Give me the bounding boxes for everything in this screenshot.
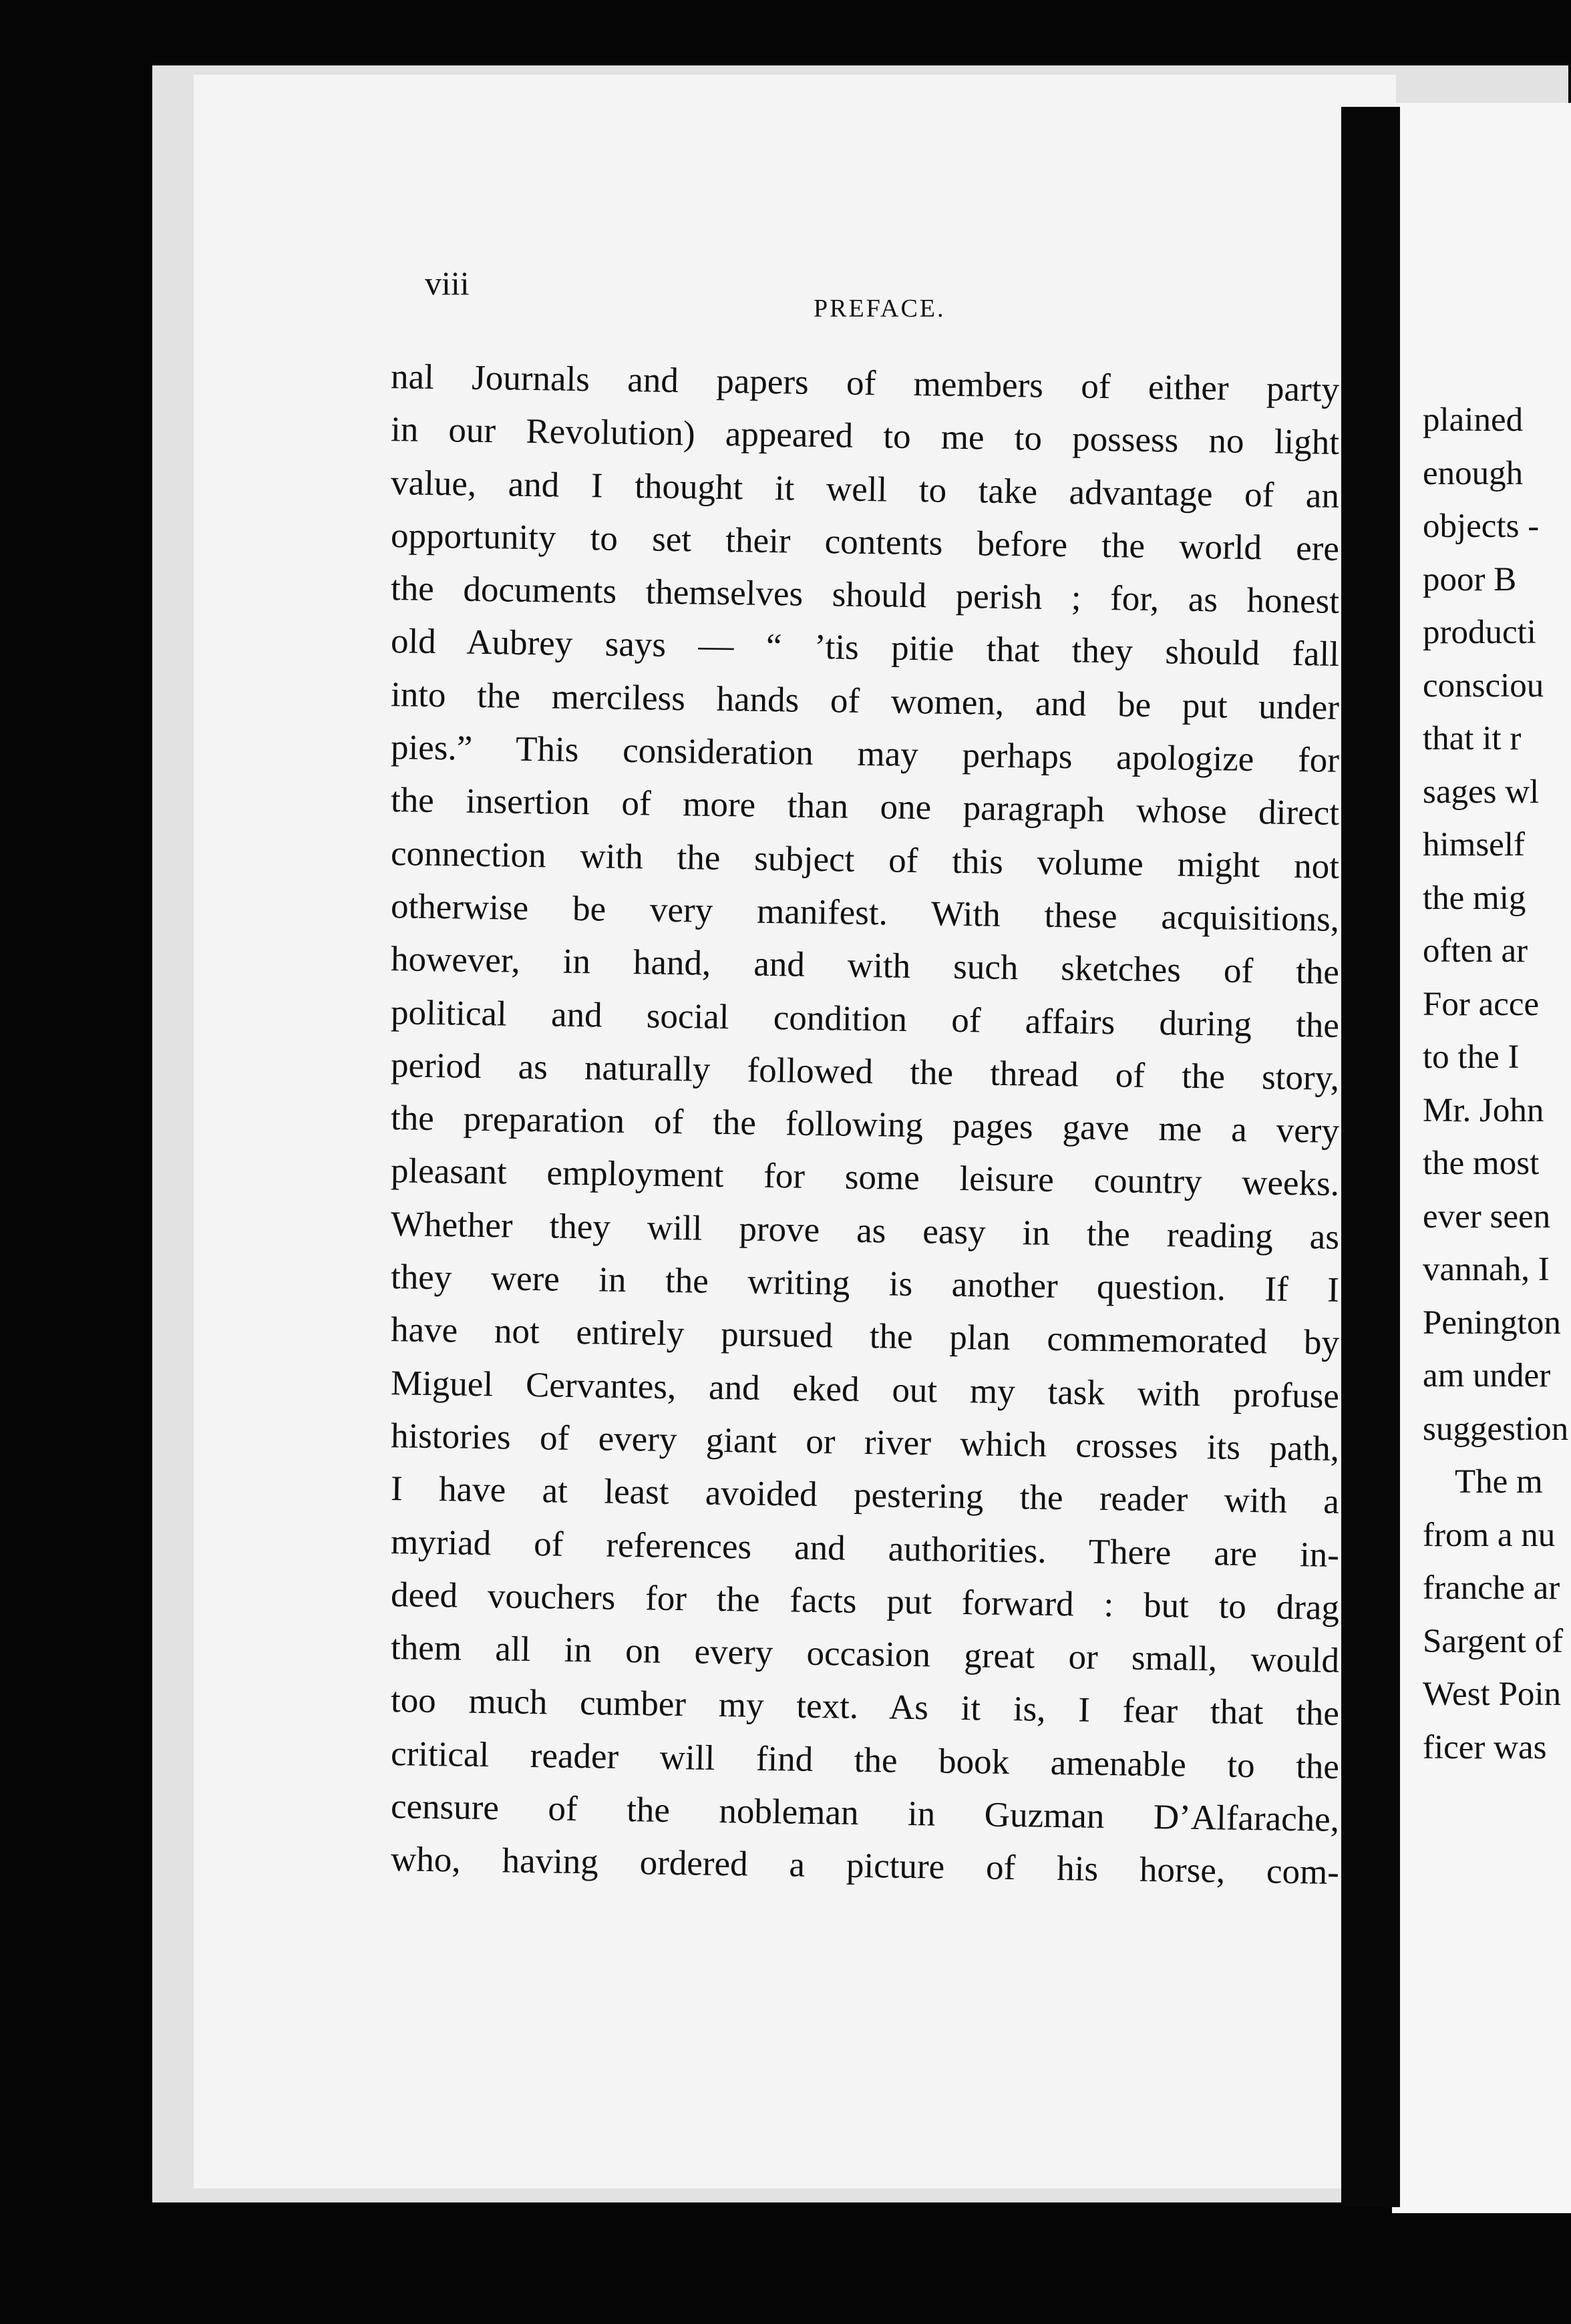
text-line: who, having ordered a picture of his horse, com- bbox=[390, 1840, 1340, 1893]
text-line: the documents themselves should perish ; for, as honest bbox=[390, 569, 1340, 622]
text-line: too much cumber my text. As it is, I fear that the bbox=[390, 1681, 1340, 1734]
text-line: enough bbox=[1423, 454, 1524, 492]
text-line: the most bbox=[1423, 1145, 1540, 1182]
text-line: For acce bbox=[1423, 985, 1540, 1023]
text-line: connection with the subject of this volume might not bbox=[390, 833, 1340, 886]
text-line: am under bbox=[1423, 1357, 1551, 1394]
text-line: objects - bbox=[1423, 508, 1540, 545]
page-number: viii bbox=[425, 264, 470, 302]
text-line: censure of the nobleman in Guzman D’Alfarache, bbox=[390, 1787, 1340, 1839]
text-line: vannah, I bbox=[1423, 1251, 1550, 1288]
text-line: they were in the writing is another question. If I bbox=[390, 1257, 1340, 1310]
text-line: pleasant employment for some leisure country weeks. bbox=[390, 1151, 1340, 1204]
text-line: value, and I thought it well to take advantage of an bbox=[390, 463, 1340, 516]
text-line: into the merciless hands of women, and be put under bbox=[390, 674, 1340, 727]
text-line: I have at least avoided pestering the reader with a bbox=[390, 1469, 1340, 1522]
text-line: consciou bbox=[1423, 666, 1544, 705]
text-line: to the I bbox=[1423, 1038, 1520, 1076]
text-line: myriad of references and authorities. There are in- bbox=[390, 1522, 1340, 1575]
text-line: plained bbox=[1423, 401, 1524, 439]
running-title: PREFACE. bbox=[814, 295, 946, 323]
text-line: producti bbox=[1423, 614, 1536, 651]
text-line: poor B bbox=[1423, 560, 1517, 598]
text-line: West Poin bbox=[1423, 1676, 1561, 1713]
text-line: franche ar bbox=[1423, 1569, 1560, 1607]
text-line: period as naturally followed the thread of the story, bbox=[390, 1045, 1340, 1098]
text-line: Sargent of bbox=[1423, 1622, 1564, 1660]
text-line: Penington bbox=[1423, 1304, 1561, 1342]
text-line: in our Revolution) appeared to me to possess no light bbox=[390, 410, 1340, 463]
text-line: The m bbox=[1455, 1463, 1543, 1501]
text-line: deed vouchers for the facts put forward : but to drag bbox=[390, 1575, 1340, 1627]
text-line: sages wl bbox=[1423, 773, 1540, 811]
text-line: the mig bbox=[1423, 879, 1526, 917]
text-line: Whether they will prove as easy in the reading as bbox=[390, 1204, 1340, 1257]
text-line: Mr. John bbox=[1423, 1091, 1544, 1129]
text-line: opportunity to set their contents before the world ere bbox=[390, 516, 1340, 568]
text-line: often ar bbox=[1423, 932, 1528, 970]
text-line: suggestion bbox=[1423, 1410, 1569, 1448]
text-line: however, in hand, and with such sketches of the bbox=[390, 940, 1340, 992]
text-line: Miguel Cervantes, and eked out my task with profuse bbox=[390, 1363, 1340, 1416]
text-line: nal Journals and papers of members of either party bbox=[390, 357, 1340, 409]
text-line: pies.” This consideration may perhaps apologize for bbox=[390, 728, 1340, 780]
right-page-text bbox=[1423, 394, 1571, 1774]
text-line: old Aubrey says — “ ’tis pitie that they should fall bbox=[390, 622, 1340, 674]
text-line: histories of every giant or river which crosses its path, bbox=[390, 1416, 1340, 1469]
text-line: them all in on every occasion great or small, would bbox=[390, 1628, 1340, 1681]
text-line: that it r bbox=[1423, 720, 1522, 757]
text-line: critical reader will find the book amenable to the bbox=[390, 1734, 1340, 1786]
text-line: from a nu bbox=[1423, 1516, 1556, 1554]
book-gutter bbox=[1341, 107, 1400, 2207]
text-line: the insertion of more than one paragraph whose direct bbox=[390, 781, 1340, 833]
text-line: himself bbox=[1423, 826, 1525, 863]
text-line: the preparation of the following pages gave me a very bbox=[390, 1099, 1340, 1151]
text-line: political and social condition of affairs during the bbox=[390, 992, 1340, 1045]
left-page-text bbox=[391, 357, 1339, 1893]
text-line: have not entirely pursued the plan commemorated by bbox=[390, 1310, 1340, 1363]
text-line: ficer was bbox=[1423, 1728, 1547, 1766]
text-line: otherwise be very manifest. With these acquisitions, bbox=[390, 887, 1340, 939]
text-line: ever seen bbox=[1423, 1197, 1551, 1235]
